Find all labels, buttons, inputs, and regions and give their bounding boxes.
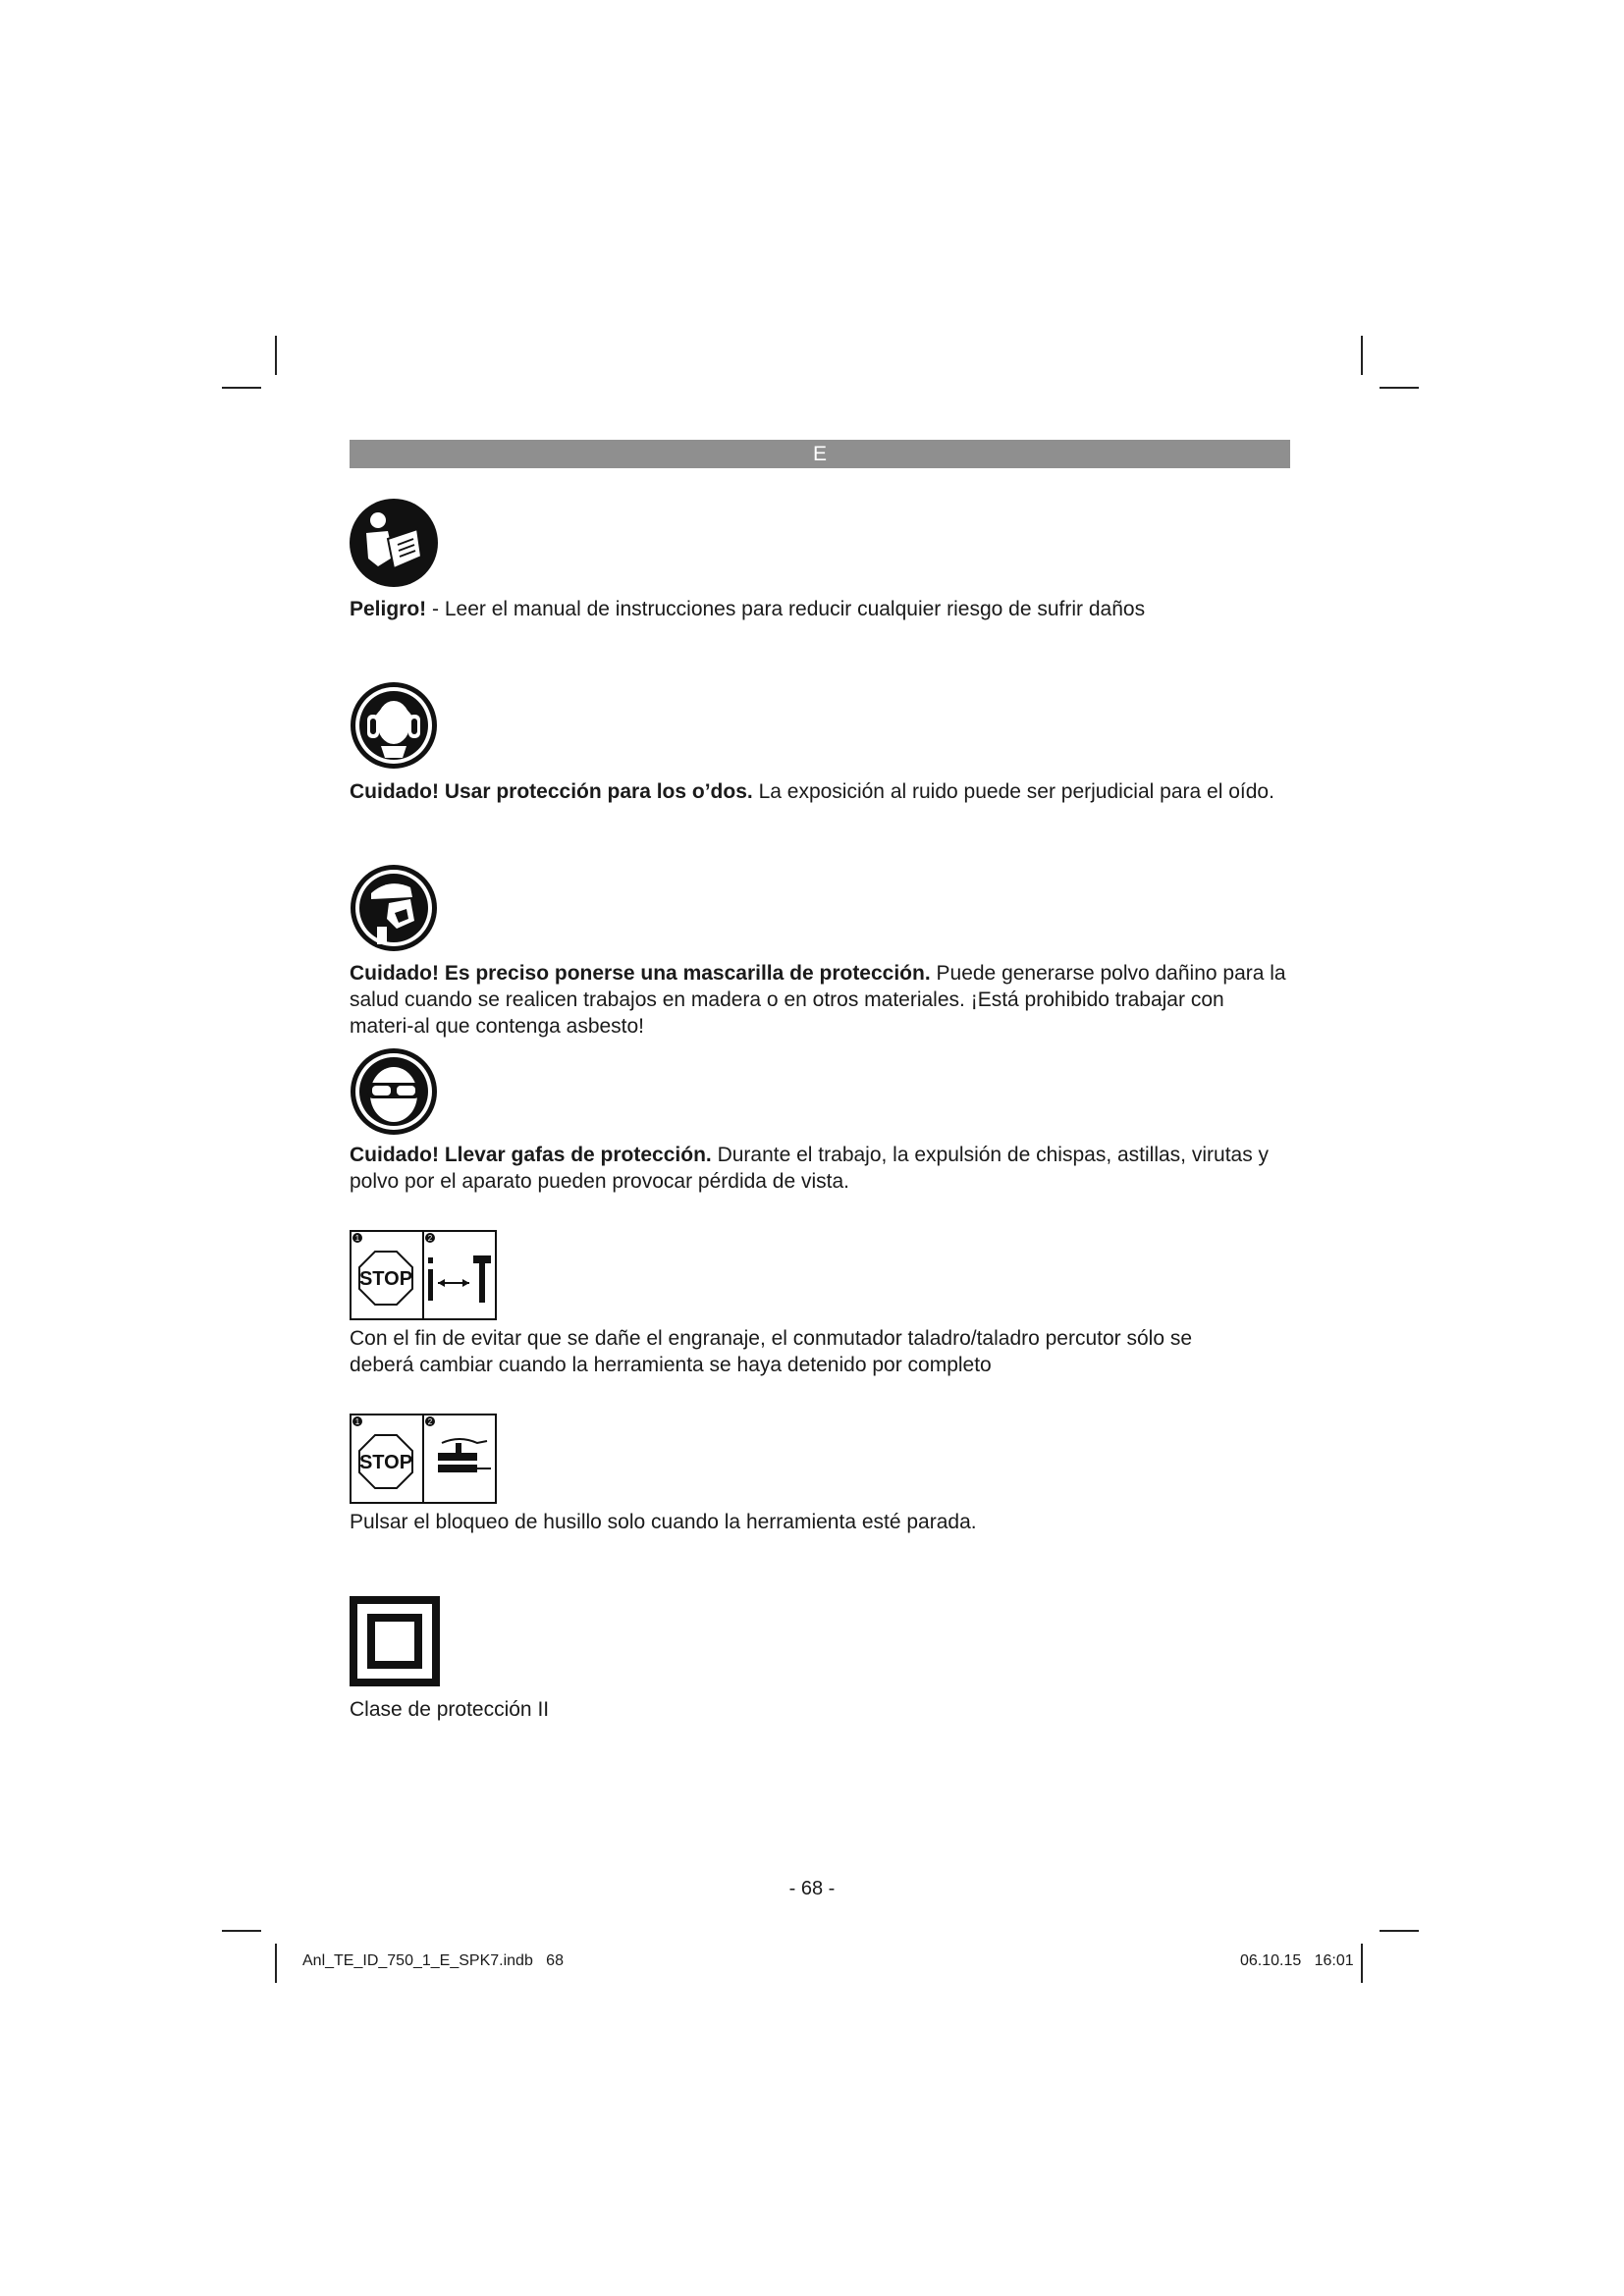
dust-mask-icon bbox=[350, 864, 438, 952]
language-header-bar bbox=[350, 440, 1290, 468]
stop-spindle-step-2: 2 bbox=[427, 1417, 433, 1426]
crop-mark-top-right-vertical bbox=[1361, 336, 1363, 375]
section-protection-class-body: Clase de protección II bbox=[350, 1698, 550, 1721]
section-protection-class-text bbox=[350, 1696, 1292, 1723]
section-ear-protection-bold: Cuidado! Usar protección para los o’dos. bbox=[350, 780, 753, 803]
section-read-manual-bold: Peligro! bbox=[350, 598, 427, 620]
section-spindle-lock-text bbox=[350, 1509, 1292, 1535]
section-ear-protection-text bbox=[350, 778, 1292, 805]
footer-file-name: Anl_TE_ID_750_1_E_SPK7.indb 68 bbox=[302, 1952, 564, 1969]
section-safety-goggles-text bbox=[350, 1142, 1292, 1195]
section-read-manual-text bbox=[350, 596, 1292, 622]
stop-spindle-stop-label: STOP bbox=[358, 1452, 413, 1473]
stop-spindle-lock-icon bbox=[350, 1414, 497, 1504]
section-safety-goggles-body: Durante el trabajo, la expulsión de chispas, astillas, virutas y polvo por el aparato pueden provocar pérdida de vista. bbox=[350, 1144, 1270, 1193]
protection-class-ii-icon bbox=[350, 1596, 440, 1686]
section-ear-protection-body: La exposición al ruido puede ser perjudicial para el oído. bbox=[752, 780, 1274, 803]
footer-date-time: 06.10.15 16:01 bbox=[1240, 1952, 1354, 1969]
language-code: E bbox=[812, 443, 827, 465]
stop-spindle-step-1: 1 bbox=[354, 1417, 360, 1426]
read-manual-icon bbox=[349, 498, 439, 588]
crop-mark-top-right-horizontal bbox=[1380, 387, 1419, 389]
stop-switch-step-1: 1 bbox=[354, 1234, 360, 1243]
stop-switch-stop-label: STOP bbox=[358, 1268, 413, 1290]
section-stop-switch-body: Con el fin de evitar que se dañe el engranaje, el conmutador taladro/taladro percutor sólo se deberá cambiar cuando la herramienta se haya detenido por completo bbox=[350, 1327, 1193, 1376]
stop-switch-step-2: 2 bbox=[427, 1234, 433, 1243]
page-number: - 68 - bbox=[788, 1878, 836, 1899]
safety-goggles-icon bbox=[350, 1047, 438, 1136]
section-dust-mask-body: Puede generarse polvo dañino para la salud cuando se realicen trabajos en madera o en otros materiales. ¡Está prohibido trabajar con materi-al que contenga asbesto! bbox=[350, 962, 1286, 1038]
section-spindle-lock-body: Pulsar el bloqueo de husillo solo cuando la herramienta esté parada. bbox=[350, 1511, 977, 1533]
crop-mark-bottom-right-horizontal bbox=[1380, 1930, 1419, 1932]
section-safety-goggles-bold: Cuidado! Llevar gafas de protección. bbox=[350, 1144, 712, 1166]
section-dust-mask-bold: Cuidado! Es preciso ponerse una mascarilla de protección. bbox=[350, 962, 931, 985]
crop-mark-bottom-right-vertical bbox=[1361, 1944, 1363, 1983]
section-stop-switch-text bbox=[350, 1325, 1194, 1378]
section-dust-mask-text bbox=[350, 960, 1292, 1040]
crop-mark-bottom-left-vertical bbox=[275, 1944, 277, 1983]
crop-mark-bottom-left-horizontal bbox=[222, 1930, 261, 1932]
stop-switch-mode-icon bbox=[350, 1230, 497, 1320]
crop-mark-top-left-vertical bbox=[275, 336, 277, 375]
ear-protection-icon bbox=[350, 681, 438, 770]
section-read-manual-body: - Leer el manual de instrucciones para reducir cualquier riesgo de sufrir daños bbox=[426, 598, 1146, 620]
crop-mark-top-left-horizontal bbox=[222, 387, 261, 389]
